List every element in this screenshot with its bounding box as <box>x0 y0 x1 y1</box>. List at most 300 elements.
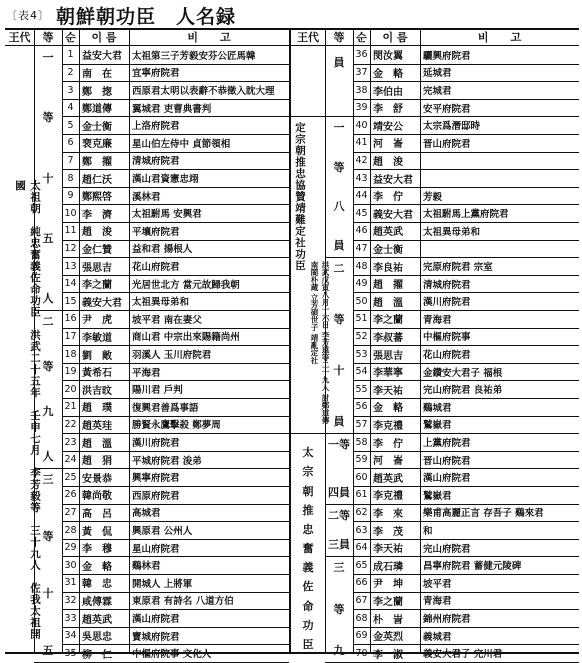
table-row <box>62 433 289 451</box>
row-number: 47 <box>355 242 368 254</box>
person-name: 高 呂 <box>82 508 112 520</box>
table-row <box>353 345 579 363</box>
person-name: 李之蘭 <box>373 315 403 327</box>
person-remark: 平城府院君 浚弟 <box>132 455 202 467</box>
reign-char: 推 <box>302 503 314 517</box>
grade-char: 十 <box>42 587 54 601</box>
row-number: 15 <box>64 295 77 307</box>
grade-char: 三 <box>42 473 54 487</box>
row-number: 38 <box>355 84 368 96</box>
person-name: 義安大君 <box>82 297 122 309</box>
reign-char: 義 <box>302 561 314 575</box>
person-remark: 溪林君 <box>132 191 161 203</box>
person-remark: 上洛府院君 <box>132 121 180 133</box>
person-remark: 清城府院君 <box>132 156 180 168</box>
row-number: 37 <box>355 66 368 78</box>
person-name: 李之蘭 <box>82 280 112 292</box>
person-remark: 樂甫高麗正言 存吾子 鷄來君 <box>423 508 544 520</box>
row-number: 53 <box>355 348 368 360</box>
table-row <box>353 363 579 381</box>
person-name: 李敏道 <box>82 332 112 344</box>
person-remark: 太祖駙馬上黨府院君 <box>423 209 509 221</box>
row-number: 69 <box>355 630 368 642</box>
row-number: 34 <box>64 630 77 642</box>
row-number: 5 <box>67 119 74 131</box>
reign-char: 奮 <box>302 542 314 556</box>
person-name: 靖安公 <box>373 121 403 133</box>
person-name: 黃 侃 <box>82 526 112 538</box>
table-row <box>353 257 579 275</box>
person-remark: 東原君 有詩名 八道方伯 <box>132 596 234 608</box>
person-remark: 鷄城君 <box>423 402 452 414</box>
header-dynasty-right: 王代 <box>297 31 319 44</box>
grade-char: 一等 <box>328 438 350 452</box>
person-remark: 商山君 中宗出來賜籍尚州 <box>132 332 240 344</box>
row-number: 26 <box>64 489 77 501</box>
person-name: 益安大君 <box>82 51 122 63</box>
group-rule <box>325 257 353 258</box>
group-rule <box>325 556 353 557</box>
page-title: 朝鮮朝功臣 人名録 <box>56 5 237 28</box>
person-name: 李之蘭 <box>373 596 403 608</box>
row-number: 40 <box>355 119 368 131</box>
person-remark: 勝賢永鷹擊殺 鄭夢周 <box>132 420 221 432</box>
reign-char: 忠 <box>302 522 314 536</box>
table-row <box>353 81 579 99</box>
table-row <box>62 240 289 258</box>
person-name: 趙英武 <box>373 473 403 485</box>
grade-label <box>325 439 353 497</box>
row-number: 35 <box>64 647 77 659</box>
table-row <box>353 504 579 522</box>
person-remark: 清城府院君 <box>423 279 471 291</box>
row-number: 41 <box>355 137 368 149</box>
row-number: 57 <box>355 418 368 430</box>
person-remark: 芳毅 <box>423 191 443 203</box>
table-row <box>62 539 289 557</box>
row-number: 3 <box>67 84 74 96</box>
table-row <box>353 539 579 557</box>
person-remark: 中樞府院事 文化人 <box>132 649 212 661</box>
row-number: 12 <box>64 242 77 254</box>
person-remark: 光居世北方 當元故歸我朝 <box>132 279 240 291</box>
header-order-right: 순 <box>356 31 367 44</box>
grade-char: 八 <box>333 199 345 213</box>
person-name: 李良祐 <box>373 262 403 274</box>
table-row <box>62 310 289 328</box>
person-remark: 益和君 揚根人 <box>132 244 193 256</box>
table-number: 〔表4〕 <box>6 9 50 22</box>
reign-note-dingzong: 洪武戊寅八月十六日 李芳遠等二十九人 討鄭道傳南誾朴蔵 立芳碩世子 靖亂定社 <box>310 261 330 424</box>
person-name: 趙 狷 <box>82 456 112 468</box>
table-row <box>62 521 289 539</box>
table-row <box>62 152 289 170</box>
row-number: 28 <box>64 524 77 536</box>
table-row <box>62 134 289 152</box>
row-number: 9 <box>67 190 74 202</box>
grade-char: 一 <box>42 51 54 64</box>
grade-char: 五 <box>42 643 54 657</box>
person-remark: 漢川府院君 <box>423 297 471 309</box>
table-row <box>62 275 289 293</box>
table-row <box>62 592 289 610</box>
grade-char: 等 <box>42 360 54 374</box>
table-row <box>62 292 289 310</box>
row-number: 2 <box>67 66 74 78</box>
person-remark: 晋山府院君 <box>423 455 471 467</box>
person-remark: 晋山府院君 <box>423 138 471 150</box>
table-row <box>62 451 289 469</box>
table-row <box>353 468 579 486</box>
person-remark: 漢川府院君 <box>132 438 180 450</box>
person-name: 吳思忠 <box>82 632 112 644</box>
grade-char: 員 <box>333 415 345 429</box>
person-name: 河 崙 <box>373 139 403 151</box>
person-remark: 宜寧府院君 <box>132 68 180 80</box>
person-remark: 開城人 上將軍 <box>132 578 193 590</box>
row-number: 31 <box>64 577 77 589</box>
reign-title-dingzong: 定宗朝推忠協贊靖難定社功臣 <box>294 122 306 272</box>
person-name: 李天祐 <box>373 544 403 556</box>
grade-char: 人 <box>42 450 54 464</box>
table-row <box>62 169 289 187</box>
table-row <box>353 592 579 610</box>
person-name: 益安大君 <box>373 174 413 186</box>
reign-char: 宗 <box>302 465 314 479</box>
person-remark: 平海君 <box>132 367 161 379</box>
person-remark: 延城君 <box>423 68 452 80</box>
reign-title-left: 太祖朝 純忠奮義佐命功臣 洪武二十五年 壬申七月 李芳毅等 三十九人 佐我太祖開國 <box>14 180 41 640</box>
section-rule <box>291 116 353 117</box>
grade-char: 等 <box>333 313 345 327</box>
person-remark: 西原君太明以表辭不恭徵入眈大理 <box>132 86 275 98</box>
table-row <box>353 398 579 416</box>
person-name: 李 舒 <box>373 104 403 116</box>
person-remark: 陽川君 戶判 <box>132 385 183 397</box>
left-header-row <box>5 30 289 46</box>
table-row <box>353 328 579 346</box>
table-row <box>353 134 579 152</box>
row-number: 44 <box>355 190 368 202</box>
person-remark: 青海君 <box>423 314 452 326</box>
table-row <box>62 363 289 381</box>
person-name: 李克禮 <box>373 491 403 503</box>
row-number: 4 <box>67 102 74 114</box>
grade-char: 五 <box>42 231 54 245</box>
row-number: 21 <box>64 401 77 413</box>
table-row <box>353 451 579 469</box>
person-name: 成石璘 <box>373 561 403 573</box>
person-remark: 和 <box>423 526 433 538</box>
person-remark: 太宗爲潛邸時 <box>423 121 481 133</box>
person-remark: 上黨府院君 <box>423 438 471 450</box>
grade-char: 十 <box>333 364 345 378</box>
person-name: 金 輅 <box>373 68 403 80</box>
row-number: 68 <box>355 612 368 624</box>
reign-title-taizong <box>295 447 321 650</box>
row-number: 50 <box>355 295 368 307</box>
person-remark: 鷄林君 <box>132 561 161 573</box>
table-row <box>62 222 289 240</box>
person-name: 李伯由 <box>373 86 403 98</box>
person-remark: 義安大君子 完川君 <box>423 649 503 661</box>
person-remark: 中樞府院事 <box>423 332 471 344</box>
person-remark: 坡平君 <box>423 578 452 590</box>
person-name: 柳 仁 <box>82 649 112 661</box>
table-row <box>62 468 289 486</box>
table-row <box>353 556 579 574</box>
person-name: 張思吉 <box>82 262 112 274</box>
table-row <box>62 380 289 398</box>
person-remark: 高城君 <box>132 508 161 520</box>
table-row <box>353 486 579 504</box>
person-name: 李 佇 <box>373 438 403 450</box>
header-remark: 비 고 <box>187 31 231 44</box>
row-number: 58 <box>355 436 368 448</box>
group-rule <box>325 504 353 505</box>
row-number: 56 <box>355 401 368 413</box>
row-number: 63 <box>355 524 368 536</box>
person-name: 義安大君 <box>373 209 413 221</box>
row-number: 36 <box>355 49 368 61</box>
row-number: 46 <box>355 225 368 237</box>
reign-char: 佐 <box>302 580 314 594</box>
person-remark: 太祖第三子芳毅安芬公匠馬韓 <box>132 50 256 62</box>
person-name: 金 輅 <box>373 403 403 415</box>
reign-char: 朝 <box>302 484 314 498</box>
person-remark: 西原府院君 <box>132 490 180 502</box>
row-number: 13 <box>64 260 77 272</box>
person-name: 李 茂 <box>373 526 403 538</box>
row-number: 24 <box>64 454 77 466</box>
row-number: 19 <box>64 366 77 378</box>
person-name: 李 淑 <box>373 649 403 661</box>
person-remark: 太祖異母弟和 <box>132 297 190 309</box>
person-name: 趙英珪 <box>82 420 112 432</box>
table-row <box>62 644 289 662</box>
person-name: 鄭 擢 <box>82 156 112 168</box>
person-remark: 羽溪人 玉川府院君 <box>132 350 212 362</box>
person-remark: 安平府院君 <box>423 103 471 115</box>
person-name: 安景恭 <box>82 473 112 485</box>
person-remark: 平壤府院君 <box>132 226 180 238</box>
person-remark: 昌寧府院君 蓄健元陵碑 <box>423 561 522 573</box>
row-number: 1 <box>67 49 74 61</box>
person-name: 李叔蕃 <box>373 332 403 344</box>
person-name: 趙 溫 <box>82 438 112 450</box>
grade-char: 一 <box>333 121 345 135</box>
table-row <box>62 398 289 416</box>
right-header-row <box>291 30 579 46</box>
person-name: 南 在 <box>82 68 112 80</box>
table-row <box>62 46 289 64</box>
table-row <box>353 46 579 64</box>
table-row <box>62 204 289 222</box>
row-number: 52 <box>355 330 368 342</box>
person-name: 李天祐 <box>373 385 403 397</box>
grade-char: 等 <box>42 111 54 125</box>
person-name: 趙英武 <box>373 227 403 239</box>
table-row <box>62 64 289 82</box>
person-name: 金士衡 <box>373 244 403 256</box>
person-name: 金英烈 <box>373 632 403 644</box>
table-row <box>353 116 579 134</box>
table-row <box>62 116 289 134</box>
person-remark: 完原府院君 宗室 <box>423 262 493 274</box>
table-row <box>353 416 579 434</box>
person-name: 趙 璞 <box>82 403 112 415</box>
grade-char: 三員 <box>328 538 350 552</box>
header-grade: 等 <box>42 31 54 44</box>
row-number: 61 <box>355 489 368 501</box>
right-half <box>291 30 579 661</box>
grade-label <box>325 562 353 656</box>
grade-char: 三 <box>333 561 345 575</box>
table-row <box>353 187 579 205</box>
person-remark: 金鑽安大君子 福根 <box>423 367 503 379</box>
row-number: 10 <box>64 207 77 219</box>
table-row <box>353 627 579 645</box>
person-name: 李克禮 <box>373 420 403 432</box>
person-remark: 完山府院君 <box>423 543 471 555</box>
table-row <box>353 222 579 240</box>
row-number: 6 <box>67 137 74 149</box>
row-number: 55 <box>355 383 368 395</box>
header-order: 순 <box>65 31 76 44</box>
grade-char: 二 <box>333 262 345 276</box>
person-remark: 驪興府院君 <box>423 50 471 62</box>
person-remark: 鷲嶽君 <box>423 420 452 432</box>
row-number: 48 <box>355 260 368 272</box>
person-name: 李 佇 <box>373 192 403 204</box>
person-remark: 星山伯左侍中 貞節領相 <box>132 138 231 150</box>
person-name: 李 濟 <box>82 209 112 221</box>
person-name: 裵克廉 <box>82 139 112 151</box>
person-name: 韓 忠 <box>82 579 112 591</box>
grade-char: 人 <box>42 292 54 305</box>
grade-char: 九 <box>333 643 345 657</box>
person-remark: 太祖駙馬 安興君 <box>132 209 202 221</box>
table-row <box>62 81 289 99</box>
table-row <box>353 64 579 82</box>
header-name: 이 름 <box>91 31 117 44</box>
grade-char: 九 <box>42 405 54 419</box>
reign-char: 功 <box>302 618 314 632</box>
person-remark: 完山府院君 良祐弟 <box>423 385 503 397</box>
person-name: 金士衡 <box>82 121 112 133</box>
section-rule <box>291 433 353 434</box>
row-number: 45 <box>355 207 368 219</box>
person-name: 韓尚敬 <box>82 491 112 503</box>
table-title <box>6 2 236 28</box>
row-number: 62 <box>355 506 368 518</box>
row-number: 23 <box>64 436 77 448</box>
person-name: 趙英武 <box>82 614 112 626</box>
person-name: 金 輅 <box>82 561 112 573</box>
person-name: 李華寧 <box>373 368 403 380</box>
grade-char: 等 <box>333 602 345 616</box>
row-number: 7 <box>67 154 74 166</box>
table-row <box>353 240 579 258</box>
person-name: 黃希石 <box>82 368 112 380</box>
row-number: 60 <box>355 471 368 483</box>
table-row <box>353 644 579 662</box>
row-number: 16 <box>64 313 77 325</box>
row-number: 18 <box>64 348 77 360</box>
person-remark: 興原君 公州人 <box>132 526 193 538</box>
row-number: 67 <box>355 594 368 606</box>
grade-char: 等 <box>333 160 345 174</box>
row-number: 59 <box>355 454 368 466</box>
table-row <box>353 521 579 539</box>
person-remark: 花山府院君 <box>423 350 471 362</box>
table-row <box>353 204 579 222</box>
grade-top: 員 <box>333 56 345 69</box>
person-name: 河 崙 <box>373 456 403 468</box>
grade-label <box>325 122 353 251</box>
person-name: 鄭熙啓 <box>82 192 112 204</box>
table-row <box>62 504 289 522</box>
person-remark: 鷲嶽君 <box>423 490 452 502</box>
grade-char: 二 <box>42 315 54 328</box>
person-name: 李 穆 <box>82 544 112 556</box>
header-name-right: 이 름 <box>382 31 408 44</box>
person-name: 趙 浚 <box>82 227 112 239</box>
table-row <box>353 169 579 187</box>
row-number: 39 <box>355 102 368 114</box>
row-number: 42 <box>355 154 368 166</box>
table-row <box>62 257 289 275</box>
table-row <box>353 609 579 627</box>
person-remark: 興寧府院君 <box>132 473 180 485</box>
person-remark: 寶城府院君 <box>132 631 180 643</box>
row-number: 22 <box>64 418 77 430</box>
table-row <box>62 627 289 645</box>
row-number: 17 <box>64 330 77 342</box>
person-name: 尹 虎 <box>82 315 112 327</box>
person-name: 朴 訔 <box>373 614 403 626</box>
left-half <box>5 30 291 661</box>
reign-char: 太 <box>302 446 314 460</box>
person-name: 張思吉 <box>373 350 403 362</box>
person-remark: 完城君 <box>423 86 452 98</box>
row-number: 43 <box>355 172 368 184</box>
person-name: 趙 擢 <box>373 280 403 292</box>
row-number: 29 <box>64 542 77 554</box>
row-number: 27 <box>64 506 77 518</box>
table-row <box>62 574 289 592</box>
person-name: 尹 坤 <box>373 579 403 591</box>
table-row <box>62 187 289 205</box>
person-name: 趙仁沃 <box>82 174 112 186</box>
row-number: 14 <box>64 278 77 290</box>
table-row <box>353 380 579 398</box>
row-number: 11 <box>64 225 77 237</box>
person-remark: 青海君 <box>423 596 452 608</box>
table-row <box>353 99 579 117</box>
row-number: 64 <box>355 542 368 554</box>
grade-char: 四員 <box>328 485 350 499</box>
person-remark: 漢山君資憲忠翊 <box>132 174 199 186</box>
grade-label <box>325 510 353 551</box>
row-number: 66 <box>355 577 368 589</box>
person-name: 趙 溫 <box>373 297 403 309</box>
person-remark: 翼城君 吏曹典書判 <box>132 103 212 115</box>
person-name: 鄭道傳 <box>82 104 112 116</box>
row-number: 54 <box>355 366 368 378</box>
row-number: 32 <box>64 594 77 606</box>
table-row <box>62 99 289 117</box>
